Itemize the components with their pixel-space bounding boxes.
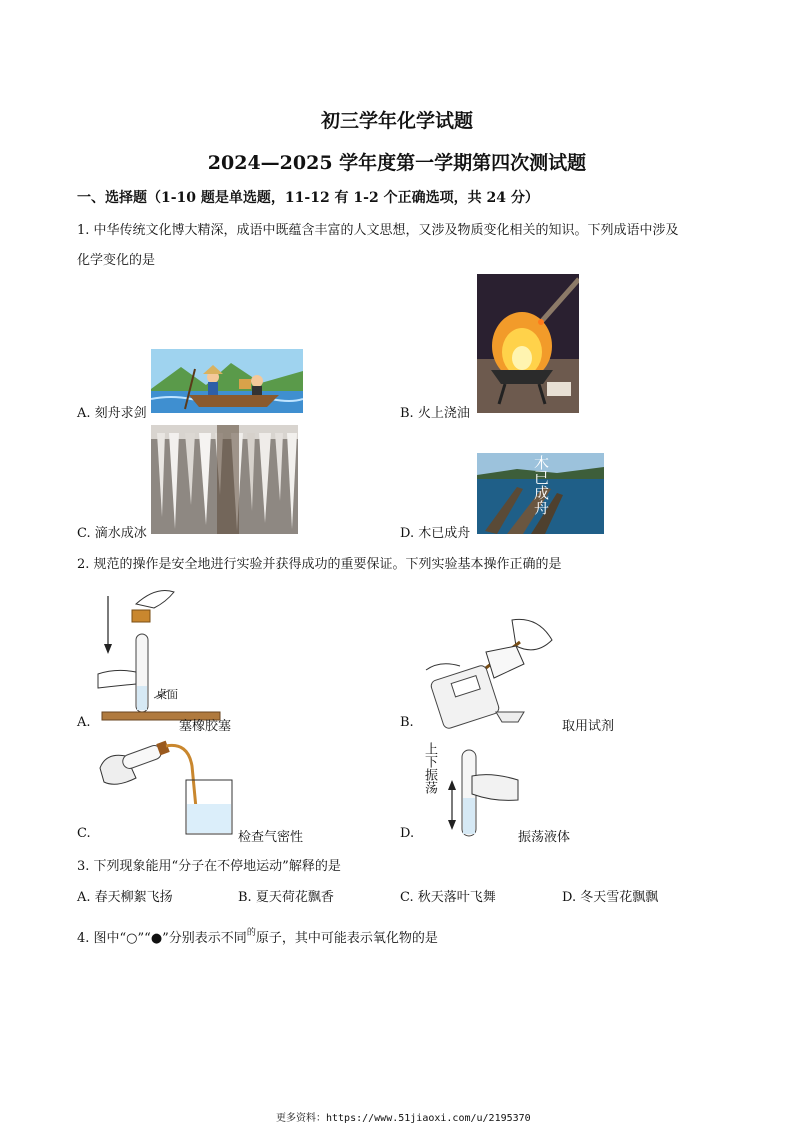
stopper-insertion-diagram xyxy=(96,586,236,728)
q2-option-b-text: 取用试剂 xyxy=(562,719,615,734)
boat-image-caption: 木已成舟 xyxy=(532,455,550,515)
q3-option-d: D. 冬天雪花飘飘 xyxy=(562,890,659,905)
page-subtitle: 2024—2025 学年度第一学期第四次测试题 xyxy=(207,152,587,174)
section-heading: 一、选择题（1-10 题是单选题，11-12 有 1-2 个正确选项，共 24 分） xyxy=(77,190,539,206)
boat-cartoon-image xyxy=(151,349,303,413)
q4-stem xyxy=(77,925,438,946)
q2-option-d-text: 振荡液体 xyxy=(518,830,571,845)
q4-stem-before: 4. 图中“○”“●”分别表示不同 xyxy=(77,931,247,946)
q1-stem-line2: 化学变化的是 xyxy=(77,253,156,268)
icicles-image xyxy=(151,425,298,534)
shaking-liquid-diagram xyxy=(442,746,520,842)
q2-option-b-letter: B. xyxy=(400,715,414,730)
fire-pot-image xyxy=(477,274,579,413)
page-title: 初三学年化学试题 xyxy=(320,110,473,132)
reagent-taking-diagram xyxy=(420,616,556,730)
q2-option-a-text: 塞橡胶塞 xyxy=(179,719,232,734)
footer-link[interactable]: 更多资料：https://www.51jiaoxi.com/u/2195370 xyxy=(276,1113,531,1124)
q3-stem: 3. 下列现象能用“分子在不停地运动”解释的是 xyxy=(77,859,341,874)
q1-option-c: C. 滴水成冰 xyxy=(77,526,147,541)
q3-option-c: C. 秋天落叶飞舞 xyxy=(400,890,496,905)
q4-stem-after: 原子，其中可能表示氧化物的是 xyxy=(255,931,438,946)
q2-option-c-letter: C. xyxy=(77,826,91,841)
q3-option-b: B. 夏天荷花飘香 xyxy=(238,890,334,905)
q2-stem: 2. 规范的操作是安全地进行实验并获得成功的重要保证。下列实验基本操作正确的是 xyxy=(77,557,562,572)
shake-up-down-label: 上下振荡 xyxy=(422,742,437,794)
q2-option-a-letter: A. xyxy=(77,715,91,730)
q1-option-a: A. 刻舟求剑 xyxy=(77,406,147,421)
table-surface-label: 桌面 xyxy=(156,688,178,701)
q2-option-d-letter: D. xyxy=(400,826,415,841)
q3-option-a: A. 春天柳絮飞扬 xyxy=(77,890,173,905)
q2-option-c-text: 检查气密性 xyxy=(238,830,304,845)
q1-option-d: D. 木已成舟 xyxy=(400,526,471,541)
moored-boats-image xyxy=(477,453,604,534)
airtightness-check-diagram xyxy=(96,738,236,838)
q1-stem-line1: 1. 中华传统文化博大精深，成语中既蕴含丰富的人文思想，又涉及物质变化相关的知识。下列成语中涉及 xyxy=(77,223,679,238)
q4-stem-raised: 的 xyxy=(246,928,256,938)
q1-option-b: B. 火上浇油 xyxy=(400,406,470,421)
